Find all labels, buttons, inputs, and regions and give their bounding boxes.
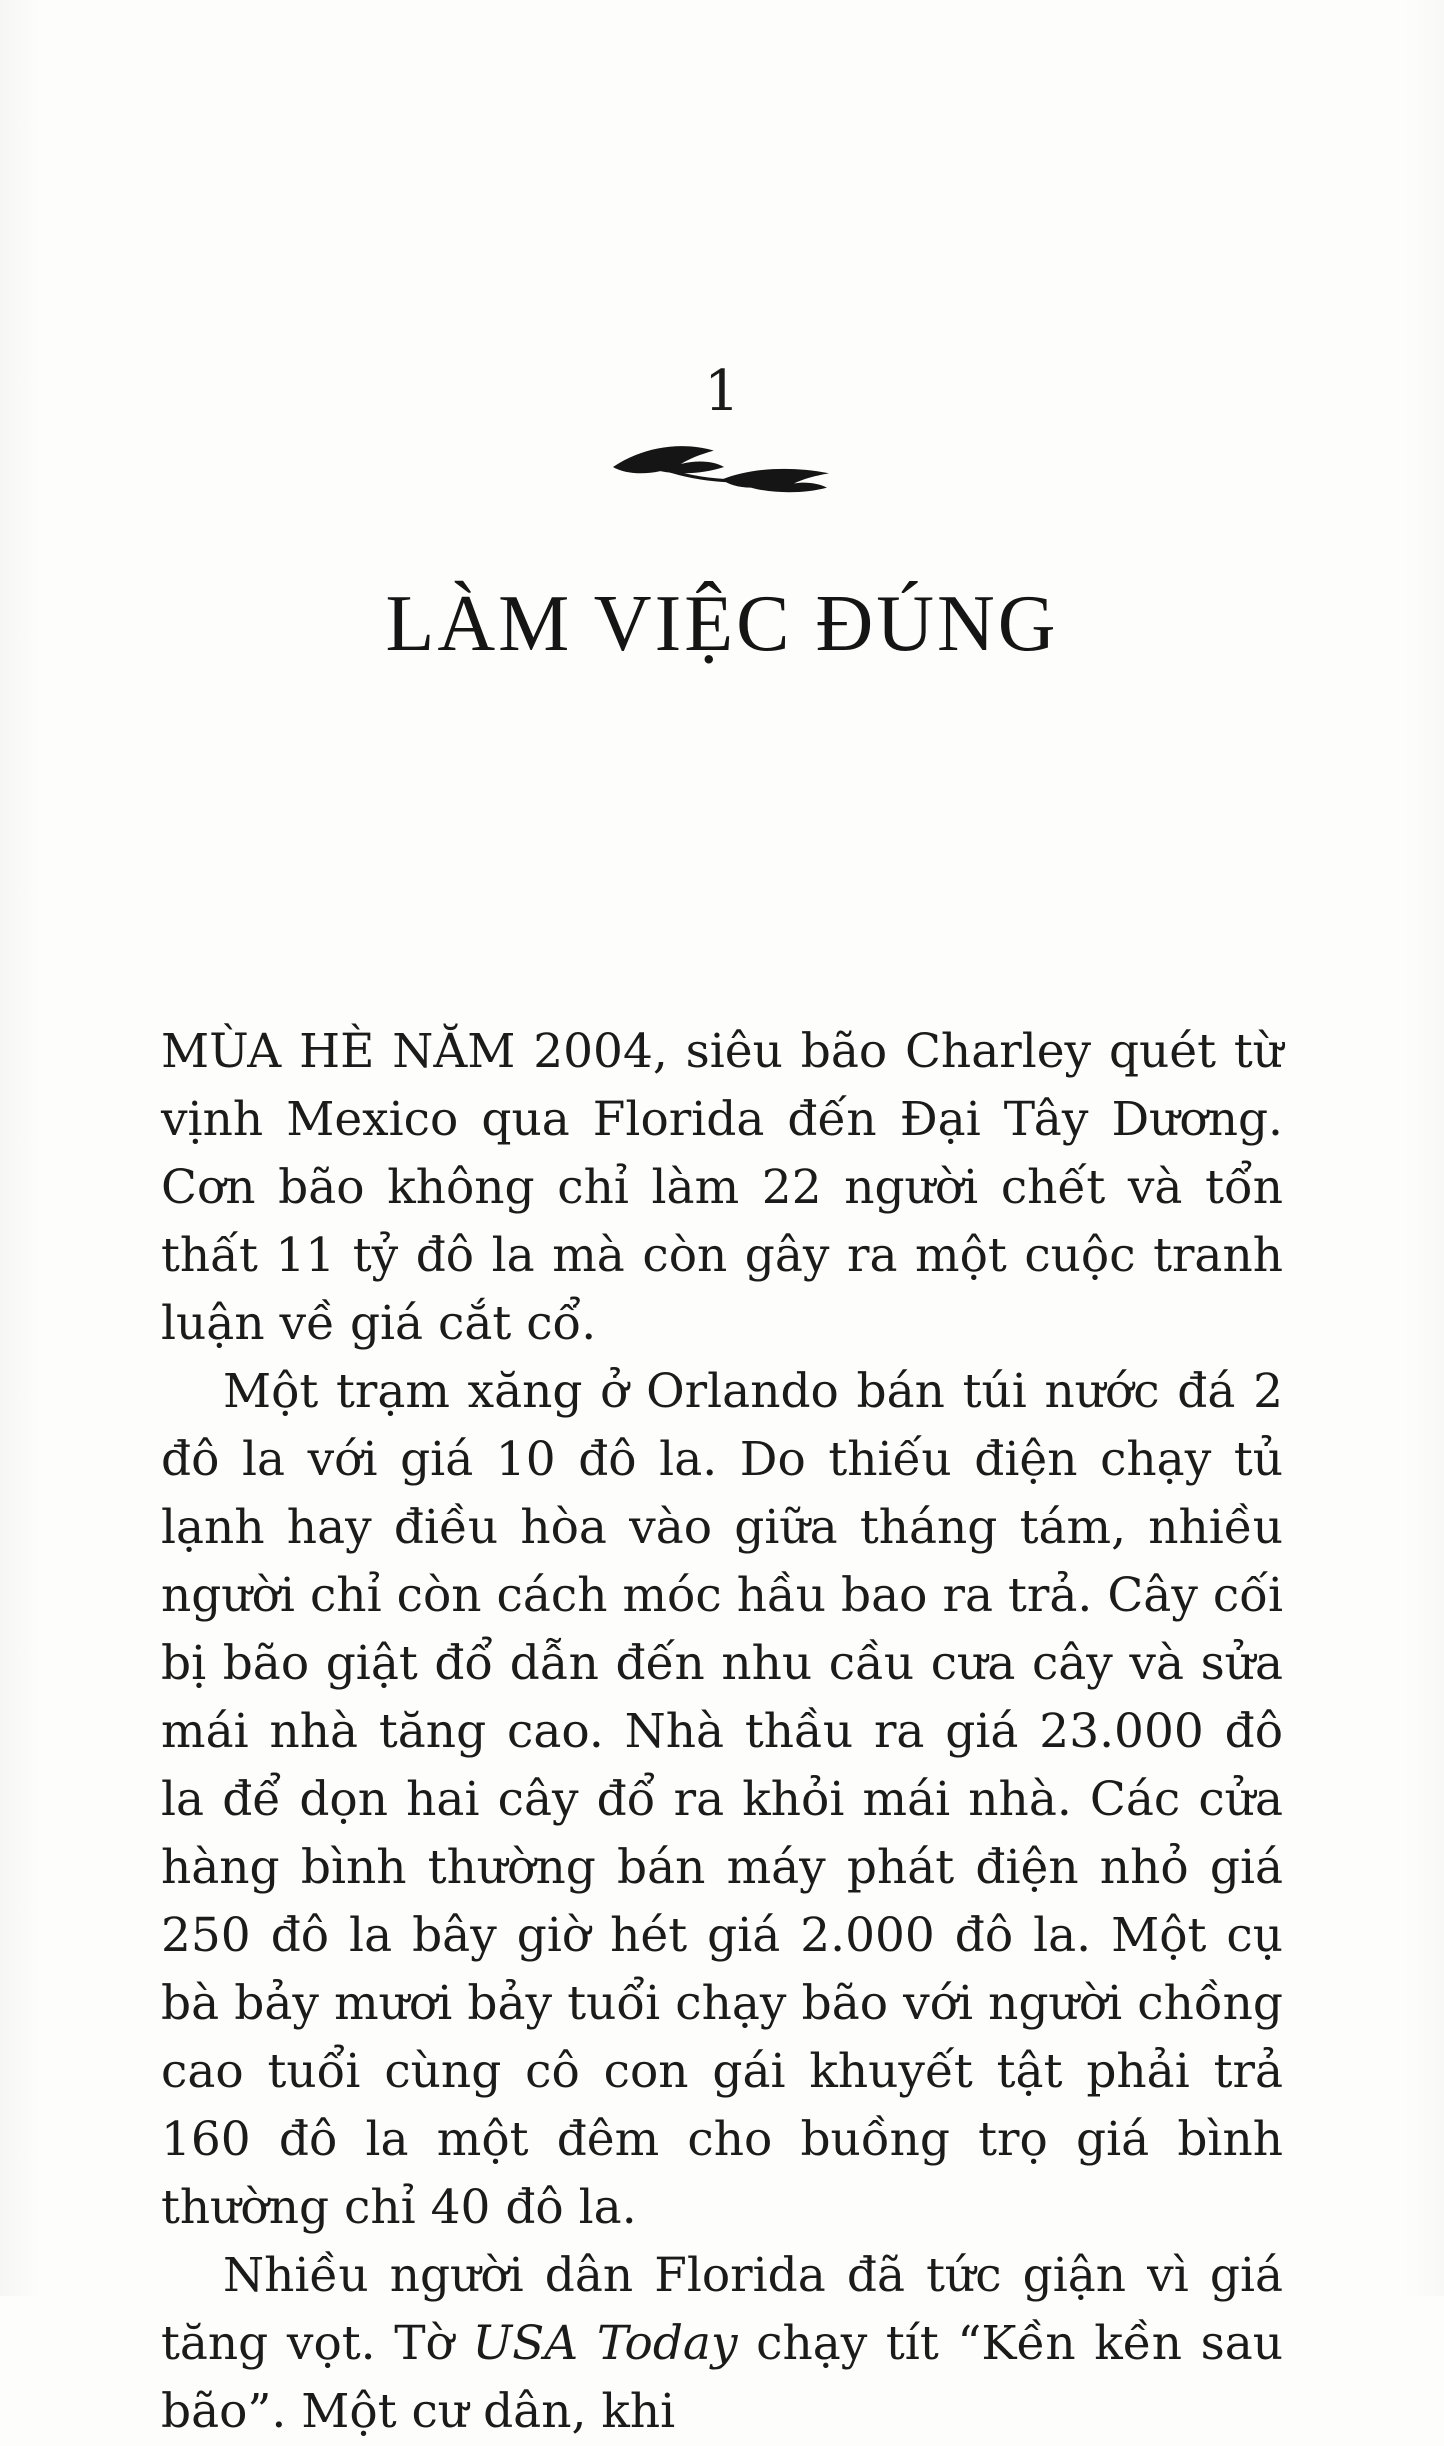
paragraph-3-text-post: chạy tít “Kền kền sau bão”. Một cư dân, khi (161, 2316, 1283, 2439)
paragraph-3-newspaper-name: USA Today (472, 2316, 738, 2371)
chapter-number: 1 (704, 359, 740, 424)
body-text-column (161, 1018, 1283, 2446)
chapter-title: LÀM VIỆC ĐÚNG (385, 580, 1059, 668)
paragraph-1: MÙA HÈ NĂM 2004, siêu bão Charley quét từ vịnh Mexico qua Florida đến Đại Tây Dương. Cơn bão không chỉ làm 22 người chết và tổn thất 11 tỷ đô la mà còn gây ra một cuộc tranh luận về giá cắt cổ. (161, 1024, 1283, 1351)
chapter-header (0, 0, 1444, 668)
paragraph-3-text-pre: Nhiều người dân Florida đã tức giận vì giá tăng vọt. Tờ (161, 2248, 1283, 2371)
paragraph-2: Một trạm xăng ở Orlando bán túi nước đá 2 đô la với giá 10 đô la. Do thiếu điện chạy tủ lạnh hay điều hòa vào giữa tháng tám, nhiều người chỉ còn cách móc hầu bao ra trả. Cây cối bị bão giật đổ dẫn đến nhu cầu cưa cây và sửa mái nhà tăng cao. Nhà thầu ra giá 23.000 đô la để dọn hai cây đổ ra khỏi mái nhà. Các cửa hàng bình thường bán máy phát điện nhỏ giá 250 đô la bây giờ hét giá 2.000 đô la. Một cụ bà bảy mươi bảy tuổi chạy bão với người chồng cao tuổi cùng cô con gái khuyết tật phải trả 160 đô la một đêm cho buồng trọ giá bình thường chỉ 40 đô la. (161, 1364, 1283, 2235)
chapter-ornament-icon (0, 430, 1444, 502)
paragraph-3 (161, 2242, 1283, 2446)
